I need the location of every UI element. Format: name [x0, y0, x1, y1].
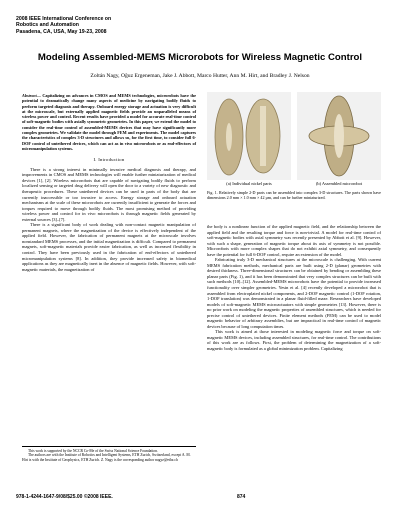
- isbn-copyright: 978-1-4244-1647-9/08/$25.00 ©2008 IEEE.: [16, 494, 113, 500]
- left-column: [22, 93, 196, 272]
- footnotes: [22, 446, 196, 462]
- conference-line-2: Robotics and Automation: [16, 22, 79, 29]
- figure-1-caption: Fig. 1. Relatively simple 2-D parts can be assembled into complex 3-D structures. The parts shown have dimensions 2.0 mm × 1.0 mm × 42 µm, and can be further miniaturized.: [207, 190, 381, 200]
- figure-1a-label: (a) Individual nickel parts: [226, 181, 272, 186]
- abstract-label: Abstract: [22, 93, 37, 98]
- conference-line-3: Pasadena, CA, USA, May 19-23, 2008: [16, 28, 107, 35]
- author-list: Zoltán Nagy, Oğuz Ergeneman, Jake J. Abbott, Marco Hutter, Ann M. Hirt, and Bradley J. Nelson: [90, 73, 310, 79]
- nickel-parts-illustration: [207, 92, 291, 180]
- footnote-funding: This work is supported by the NCCR Co-Me of the Swiss National Science Foundation.: [28, 449, 158, 453]
- page-number: 874: [237, 494, 246, 500]
- figure-1: [207, 92, 381, 188]
- right-paragraph-1: the body is a nonlinear function of the applied magnetic field, and the relationship between the applied field and the resulting torque and force is non-trivial. A model for real-time control of soft-magnetic bodies with axial symmetry was recently presented by Abbott et al. [9]. However, with such a shape, generation of magnetic torque about its axis of symmetry is not possible. Microrobots with more complex shapes that do not exhibit axial symmetry, and consequently have the potential for full 6-DOF control, require an extension of the model.: [207, 224, 381, 257]
- figure-1b-image: [297, 92, 381, 180]
- conference-line-1: 2008 IEEE International Conference on: [16, 16, 112, 22]
- abstract-text: — Capitalizing on advances in CMOS and MEMS technologies, microrobots have the potential to dramatically change many aspects of medicine by navigating bodily fluids to perform targeted diagnosis and therapy. Onboard energy storage and actuation is very difficult at the microscale, but externally applied magnetic fields provide an unparalleled means of wireless power and control. Recent results have provided a model for accurate real-time control of soft-magnetic bodies with axially symmetric geometries. In this paper, we extend the model to consider the real-time control of assembled-MEMS devices that may have significantly more complex geometries. We validate the model through FEM and experiments. The model captures the characteristics of complex 3-D structures and allows us, for the first time, to consider full 6-DOF control of untethered devices, which can act as in vivo microrobots or as end-effectors of micromanipulation systems.: [22, 93, 196, 151]
- assembled-microrobot-illustration: [297, 92, 381, 180]
- page-footer: [16, 494, 384, 500]
- figure-1b-label: (b) Assembled microrobot: [315, 181, 363, 186]
- left-paragraph-2: There is a significant body of work dealing with non-contact magnetic manipulation of permanent magnets, where the magnetization of the device is effectively independent of the applied field. However, the fabrication of permanent magnets at the microscale involves nonstandard MEMS processes, and the initial magnetization is difficult. Compared to permanent magnets, soft-magnetic materials provide easier fabrication, as well as increased flexibility in control. They have been previously used in the fabrication of end-effectors of untethered micromanipulation systems [8]. In addition, they provide increased safety in biomedical applications as they are magnetically inert in the absence of magnetic fields. However, with soft-magnetic materials, the magnetization of: [22, 222, 196, 272]
- paper-title: Modeling Assembled-MEMS Microrobots for Wireless Magnetic Control: [37, 52, 363, 63]
- left-paragraph-1: There is a strong interest in minimally invasive medical diagnosis and therapy, and improvements in CMOS and MEMS technologies will enable further miniaturization of medical devices [1], [2]. Wireless microrobots that are capable of navigating bodily fluids to perform localized sensing or targeted drug delivery will open the door to a variety of new diagnostic and therapeutic procedures. These untethered devices can be used in parts of the body that are currently inaccessible or too invasive to access. Energy storage and onboard actuation mechanisms at the scale of these microrobots are currently insufficient to generate the forces and torques required to move through bodily fluids. The most promising method of providing wireless power and control for in vivo microrobots is through magnetic fields generated by external sources [3]–[7].: [22, 166, 196, 222]
- right-column: [207, 224, 381, 478]
- right-paragraph-2: Fabricating truly 3-D mechanical structures at the microscale is challenging. With current MEMS fabrication methods, mechanical parts are built using 2-D (planar) geometries with desired thickness. Three-dimensional structures can be obtained by bending or assembling these planar parts (Fig. 1), and it has been demonstrated that very complex structures can be built with such methods [10]–[12]. Assembled-MEMS microrobots have the potential to provide increased functionality over simpler geometries. Yesin et al. [4] recently developed a microrobot that is assembled from electroplated nickel components, and 2-DOF magnetic control (1-DOF rotation, 1-DOF translation) was demonstrated in a planar fluid-filled maze. Researchers have developed models of soft-magnetic MEMS microactuators with simple geometries [13]. However, there is no prior work on modeling the magnetic properties of assembled structures, which is needed for precise control of untethered devices. Finite element methods (FEM) can be used to model magnetic behavior of arbitrary assemblies, but are impractical in real-time control of magnetic devices because of long computation times.: [207, 257, 381, 329]
- abstract: [22, 93, 196, 151]
- conference-header: [16, 16, 111, 35]
- footnote-affiliations: The authors are with the Institute of Robotics and Intelligent Systems, ETH Zurich, Switzerland, except A. M. Hirt is with the Institute of Geophysics, ETH Zurich. Z. Nagy is the corresponding author nagyz@ethz.ch: [22, 453, 191, 462]
- section-heading-introduction: I. Introduction: [93, 157, 125, 163]
- right-paragraph-3: This work is aimed at those interested in modeling magnetic force and torque on soft-magnetic MEMS devices, including assembled structures, for real-time control. The contributions of this work are as follows. First, the problem of determining the magnetization of a soft-magnetic body is formulated as a global minimization problem. Capitalizing: [207, 329, 381, 352]
- figure-1a-image: [207, 92, 291, 180]
